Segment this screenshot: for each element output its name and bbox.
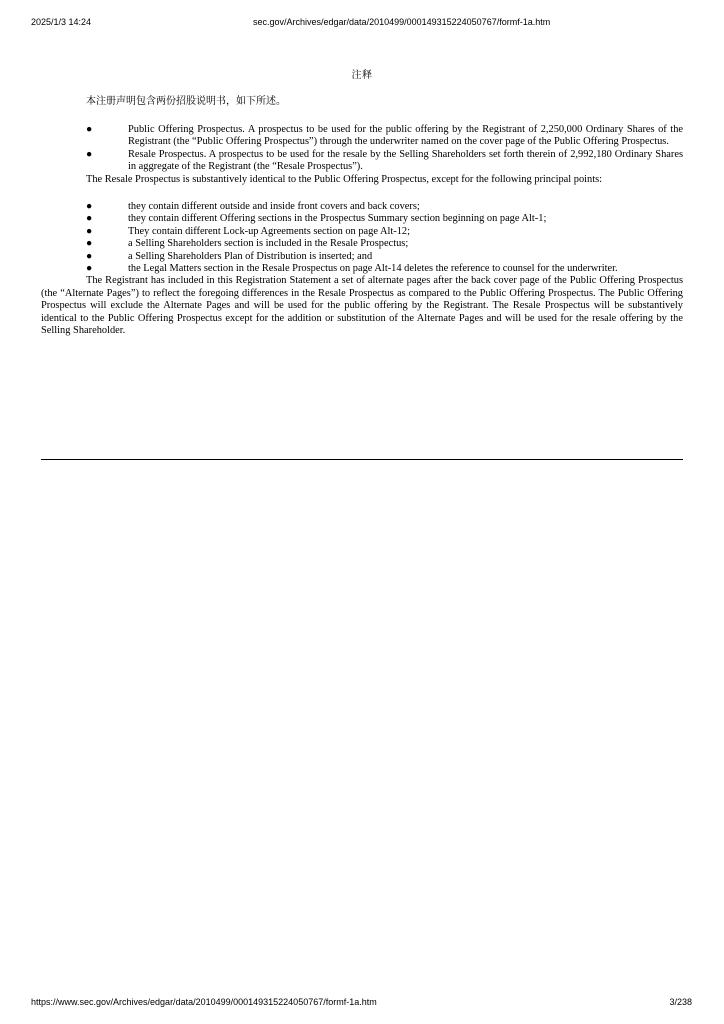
print-footer-url: https://www.sec.gov/Archives/edgar/data/2010499/000149315224050767/formf-1a.htm: [31, 997, 377, 1007]
alternate-pages-paragraph: The Registrant has included in this Registration Statement a set of alternate pages after the back cover page of the Public Offering Prospectus (the “Alternate Pages”) to reflect the foregoing differences in the Resale Prospectus as compared to the Public Offering Prospectus. The Public Offering Prospectus will exclude the Alternate Pages and will be used for the public offering by the Registrant. The Resale Prospectus will be substantively identical to the Public Offering Prospectus except for the addition or substitution of the Alternate Pages and will be used for the resale offering by the Selling Shareholder.: [41, 275, 683, 337]
bullet-icon: ●: [86, 148, 93, 160]
bullet-icon: ●: [86, 263, 93, 275]
bullet-icon: ●: [86, 225, 93, 237]
list-item: [41, 251, 683, 263]
list-item-text: they contain different Offering sections in the Prospectus Summary section beginning on page Alt-1;: [128, 213, 547, 225]
list-item-text: a Selling Shareholders Plan of Distribution is inserted; and: [128, 250, 373, 262]
intro-statement: 本注册声明包含两份招股说明书，如下所述。: [86, 96, 286, 107]
list-item-text: Public Offering Prospectus. A prospectus to be used for the public offering by the Registrant of 2,250,000 Ordinary Shares of the Registrant (the “Public Offering Prospectus”) through the underwriter named on the cover page of the Public Offering Prospectus.: [128, 124, 683, 148]
print-header-datetime: 2025/1/3 14:24: [31, 17, 92, 27]
bullet-icon: ●: [86, 213, 93, 225]
list-item: [41, 124, 683, 149]
prospectus-list: [41, 124, 683, 174]
document-title: 注释: [351, 70, 373, 81]
list-item: [41, 149, 683, 174]
list-item-text: they contain different outside and inside front covers and back covers;: [128, 201, 420, 213]
list-item: [41, 263, 683, 275]
bullet-icon: ●: [86, 124, 93, 135]
horizontal-rule: [41, 459, 683, 460]
list-item-text: a Selling Shareholders section is included in the Resale Prospectus;: [128, 238, 409, 250]
print-footer-page-number: 3/238: [669, 997, 692, 1007]
print-header-url: sec.gov/Archives/edgar/data/2010499/000149315224050767/formf-1a.htm: [253, 17, 551, 27]
list-item-text: They contain different Lock-up Agreements section on page Alt-12;: [128, 225, 411, 237]
list-item: [41, 213, 683, 225]
document-body: [41, 70, 683, 338]
bullet-icon: ●: [86, 250, 93, 262]
bullet-icon: ●: [86, 201, 93, 213]
differences-list: [41, 201, 683, 275]
bullet-icon: ●: [86, 238, 93, 250]
list-item-text: the Legal Matters section in the Resale Prospectus on page Alt-14 deletes the reference to counsel for the underwriter.: [128, 263, 618, 275]
list-item: [41, 226, 683, 238]
list-item: [41, 201, 683, 213]
list-item-text: Resale Prospectus. A prospectus to be used for the resale by the Selling Shareholders set forth therein of 2,992,180 Ordinary Shares in aggregate of the Registrant (the “Resale Prospectus”).: [128, 148, 683, 173]
comparison-intro: The Resale Prospectus is substantively identical to the Public Offering Prospectus, except for the following principal points:: [86, 173, 603, 185]
list-item: [41, 238, 683, 250]
